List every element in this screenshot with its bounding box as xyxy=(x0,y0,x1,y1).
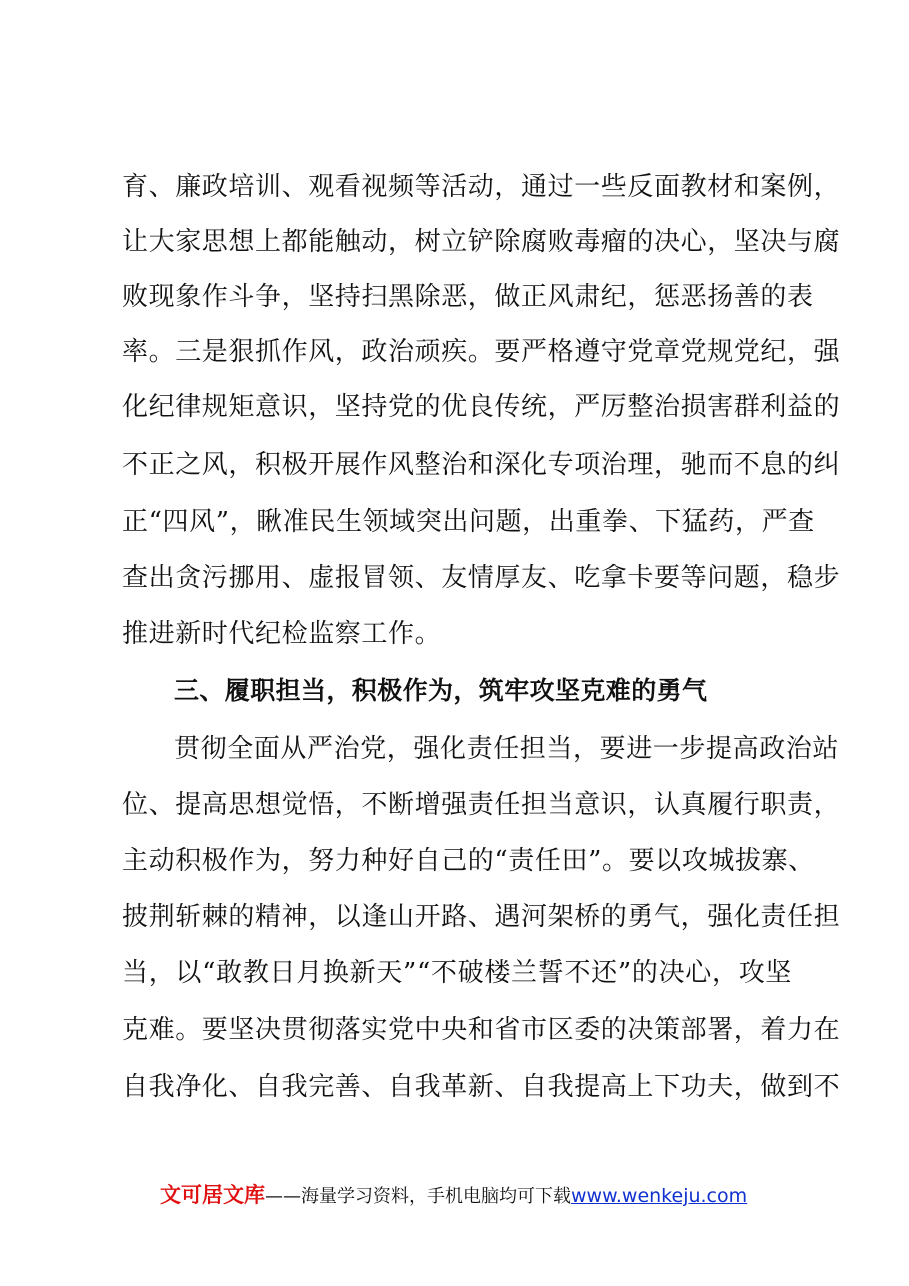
body-line: 率。三是狠抓作风，政治顽疾。要严格遵守党章党规党纪，强 xyxy=(122,337,841,367)
body-line: 位、提高思想觉悟，不断增强责任担当意识，认真履行职责， xyxy=(122,790,841,820)
footer-brand: 文可居文库 xyxy=(160,1183,265,1207)
body-line: 贯彻全面从严治党，强化责任担当，要进一步提高政治站 xyxy=(174,734,840,764)
body-line: 自我净化、自我完善、自我革新、自我提高上下功夫，做到不 xyxy=(122,1072,841,1102)
body-line: 败现象作斗争，坚持扫黑除恶，做正风肃纪，惩恶扬善的表 xyxy=(122,282,814,312)
body-line: 不正之风，积极开展作风整治和深化专项治理，驰而不息的纠 xyxy=(122,450,841,480)
body-line: 推进新时代纪检监察工作。 xyxy=(122,619,442,649)
body-line: 正“四风”，瞅准民生领域突出问题，出重拳、下猛药，严查 xyxy=(122,507,815,537)
footer-slogan: 海量学习资料，手机电脑均可下载 xyxy=(301,1186,571,1207)
section-heading: 三、履职担当，积极作为，筑牢攻坚克难的勇气 xyxy=(174,676,708,705)
body-line: 克难。要坚决贯彻落实党中央和省市区委的决策部署，着力在 xyxy=(122,1015,841,1045)
body-line: 查出贪污挪用、虚报冒领、友情厚友、吃拿卡要等问题，稳步 xyxy=(122,563,841,593)
body-line: 让大家思想上都能触动，树立铲除腐败毒瘤的决心，坚决与腐 xyxy=(122,227,841,257)
body-line: 育、廉政培训、观看视频等活动，通过一些反面教材和案例， xyxy=(122,172,841,202)
footer-dash: —— xyxy=(265,1186,301,1207)
footer-url-link[interactable]: www.wenkeju.com xyxy=(571,1185,748,1207)
body-line: 化纪律规矩意识，坚持党的优良传统，严厉整治损害群利益的 xyxy=(122,392,841,422)
body-line: 披荆斩棘的精神，以逢山开路、遇河架桥的勇气，强化责任担 xyxy=(122,902,841,932)
footer-banner xyxy=(160,1181,747,1211)
body-line: 主动积极作为，努力种好自己的“责任田”。要以攻城拔寨、 xyxy=(122,846,815,876)
body-line: 当，以“敢教日月换新天”“不破楼兰誓不还”的决心，攻坚 xyxy=(122,958,792,988)
